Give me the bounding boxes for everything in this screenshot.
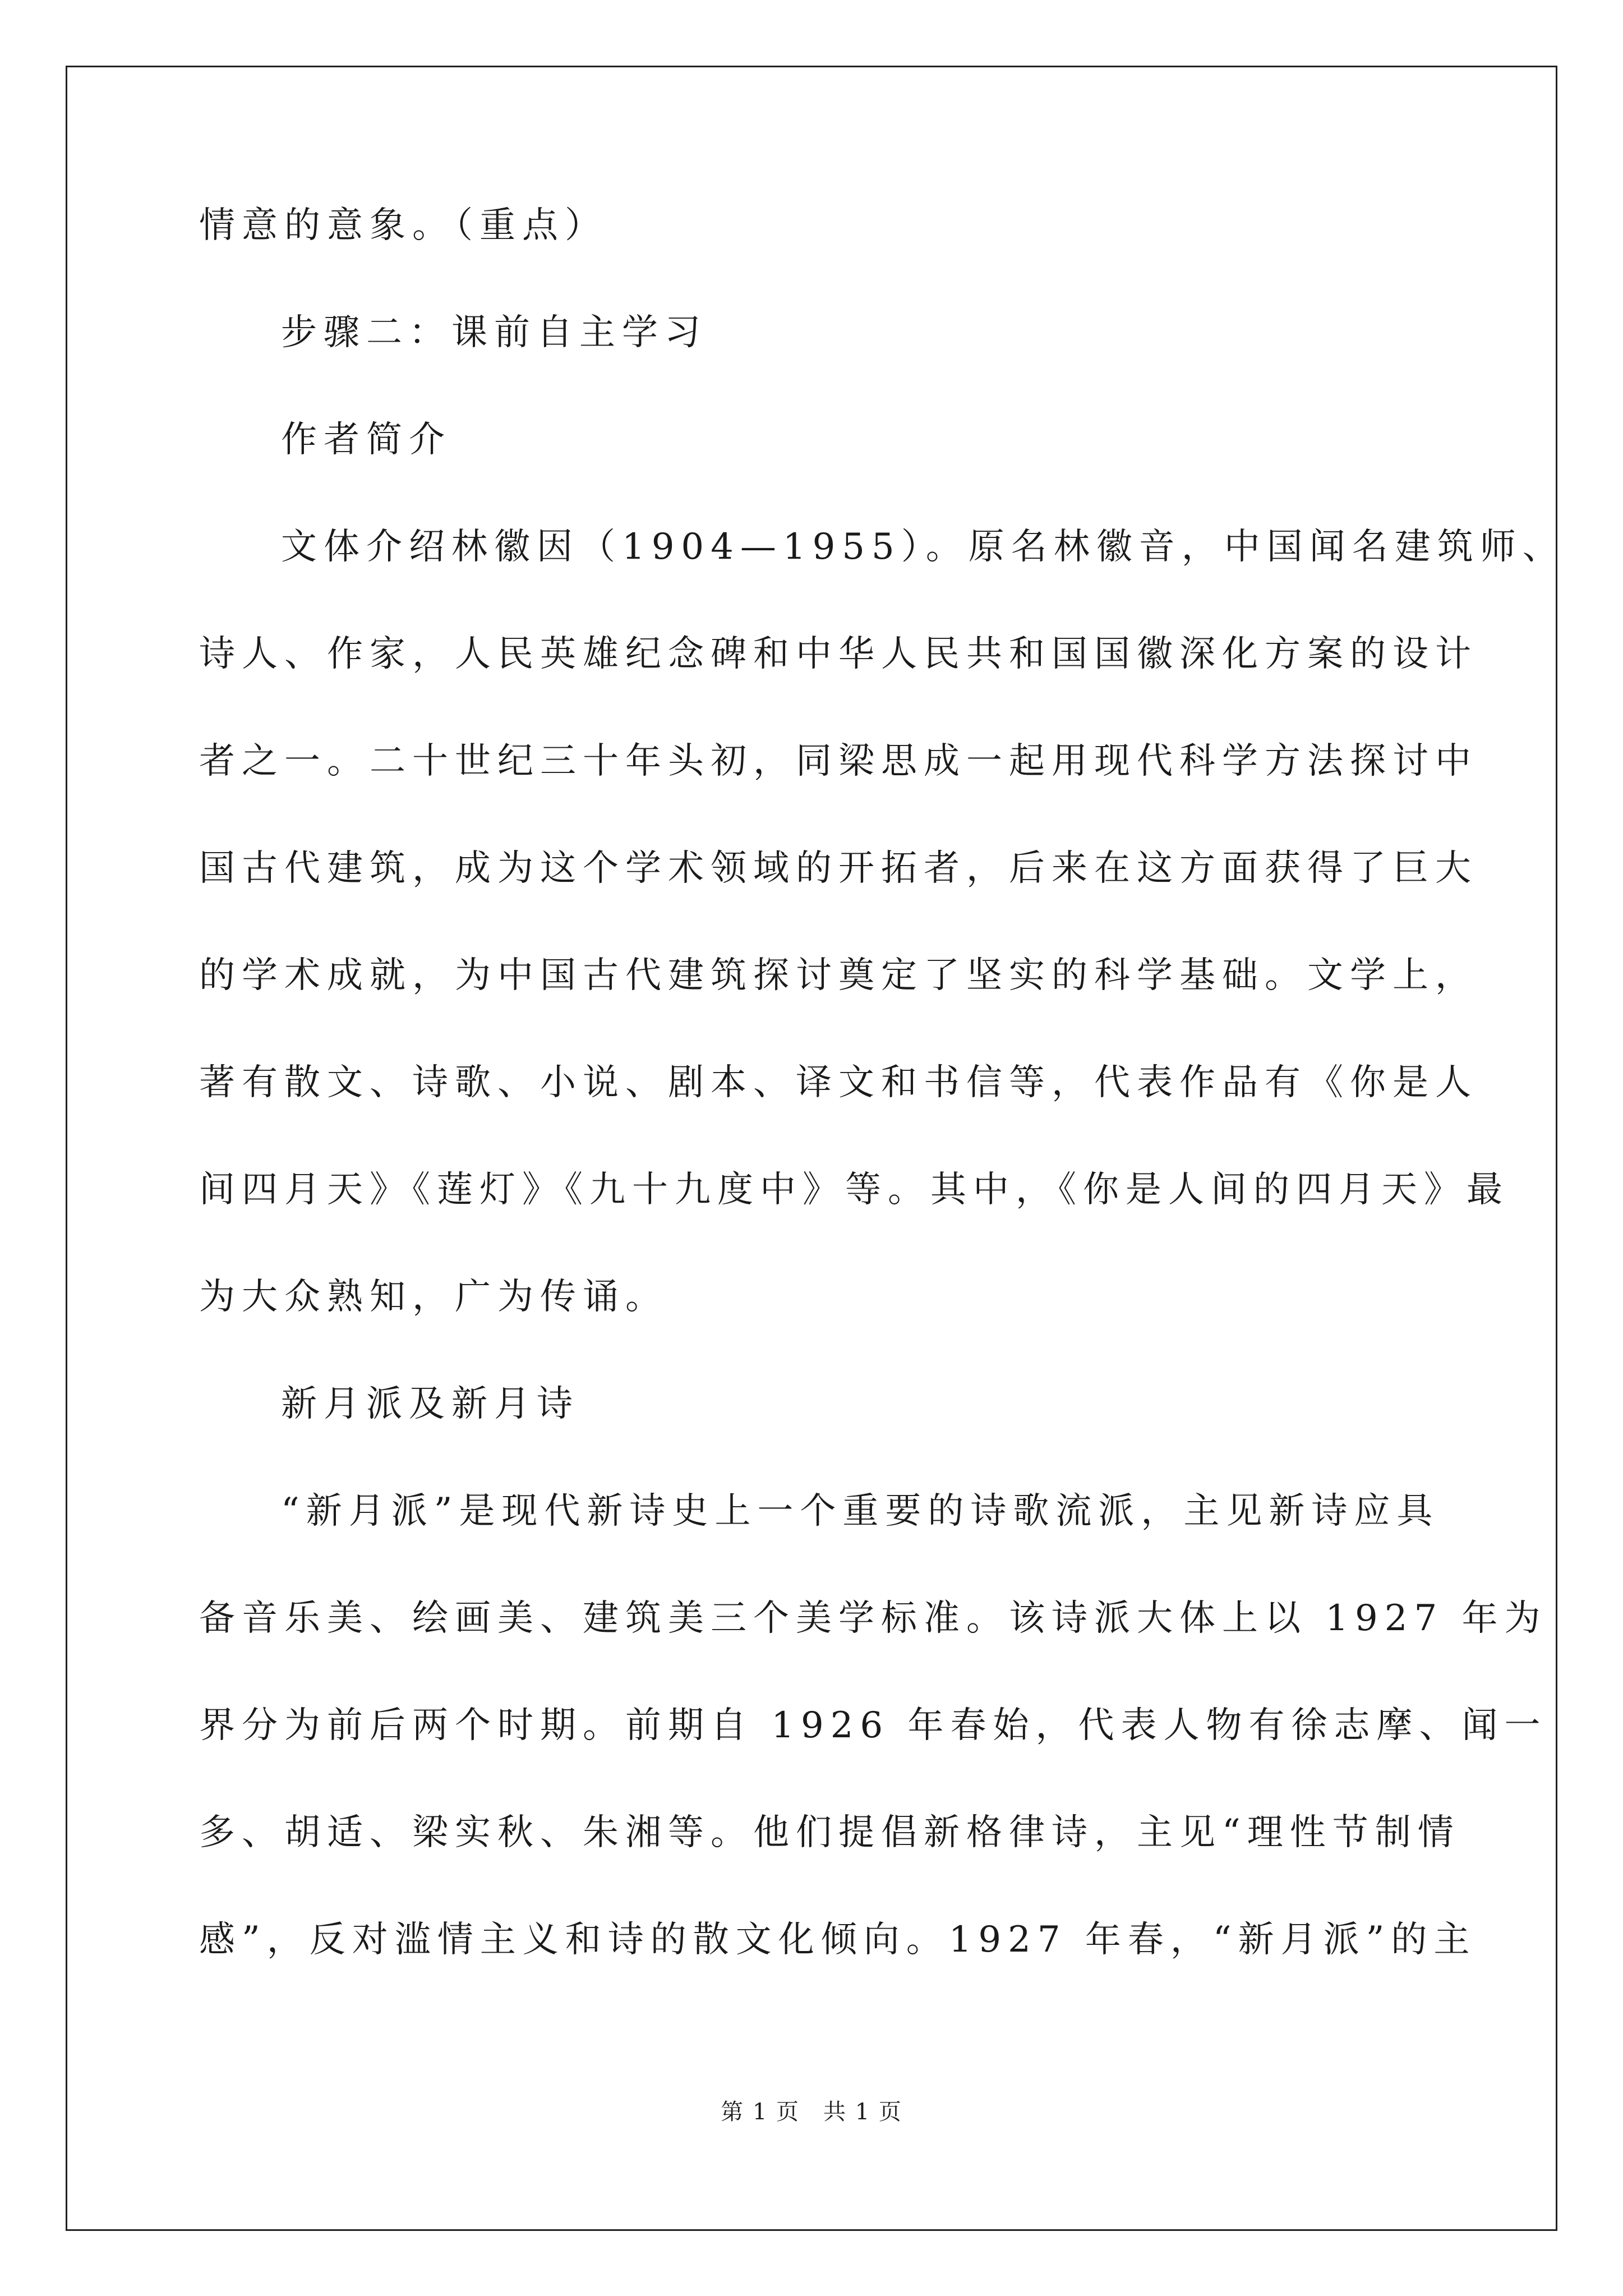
section-heading: 作者简介 [281, 419, 451, 461]
section-heading: 新月派及新月诗 [281, 1383, 579, 1425]
text-line: 间四月天》《莲灯》《九十九度中》等。其中，《你是人间的四月天》最 [199, 1169, 1509, 1211]
text-line: 界分为前后两个时期。前期自 1926 年春始，代表人物有徐志摩、闻一 [199, 1705, 1547, 1746]
text-line: 者之一。二十世纪三十年头初，同梁思成一起用现代科学方法探讨中 [199, 740, 1478, 782]
text-line: 感”，反对滥情主义和诗的散文化倾向。1927 年春，“新月派”的主 [199, 1919, 1477, 1961]
section-heading: 步骤二：课前自主学习 [281, 312, 707, 353]
text-line: 文体介绍林徽因（1904—1955）。原名林徽音，中国闻名建筑师、 [281, 526, 1565, 568]
page-footer: 第 1 页 共 1 页 [721, 2099, 902, 2125]
text-line: 诗人、作家，人民英雄纪念碑和中华人民共和国国徽深化方案的设计 [199, 633, 1478, 675]
text-line: 情意的意象。（重点） [199, 205, 607, 246]
text-line: 多、胡适、梁实秋、朱湘等。他们提倡新格律诗，主见“理性节制情 [199, 1812, 1460, 1853]
text-line: 备音乐美、绘画美、建筑美三个美学标准。该诗派大体上以 1927 年为 [199, 1598, 1547, 1639]
text-line: “新月派”是现代新诗史上一个重要的诗歌流派，主见新诗应具 [281, 1490, 1440, 1532]
text-line: 的学术成就，为中国古代建筑探讨奠定了坚实的科学基础。文学上， [199, 955, 1478, 996]
text-line: 国古代建筑，成为这个学术领域的开拓者，后来在这方面获得了巨大 [199, 848, 1478, 889]
text-line: 为大众熟知，广为传诵。 [199, 1276, 668, 1318]
text-line: 著有散文、诗歌、小说、剧本、译文和书信等，代表作品有《你是人 [199, 1062, 1478, 1103]
page-border [66, 66, 1557, 2231]
